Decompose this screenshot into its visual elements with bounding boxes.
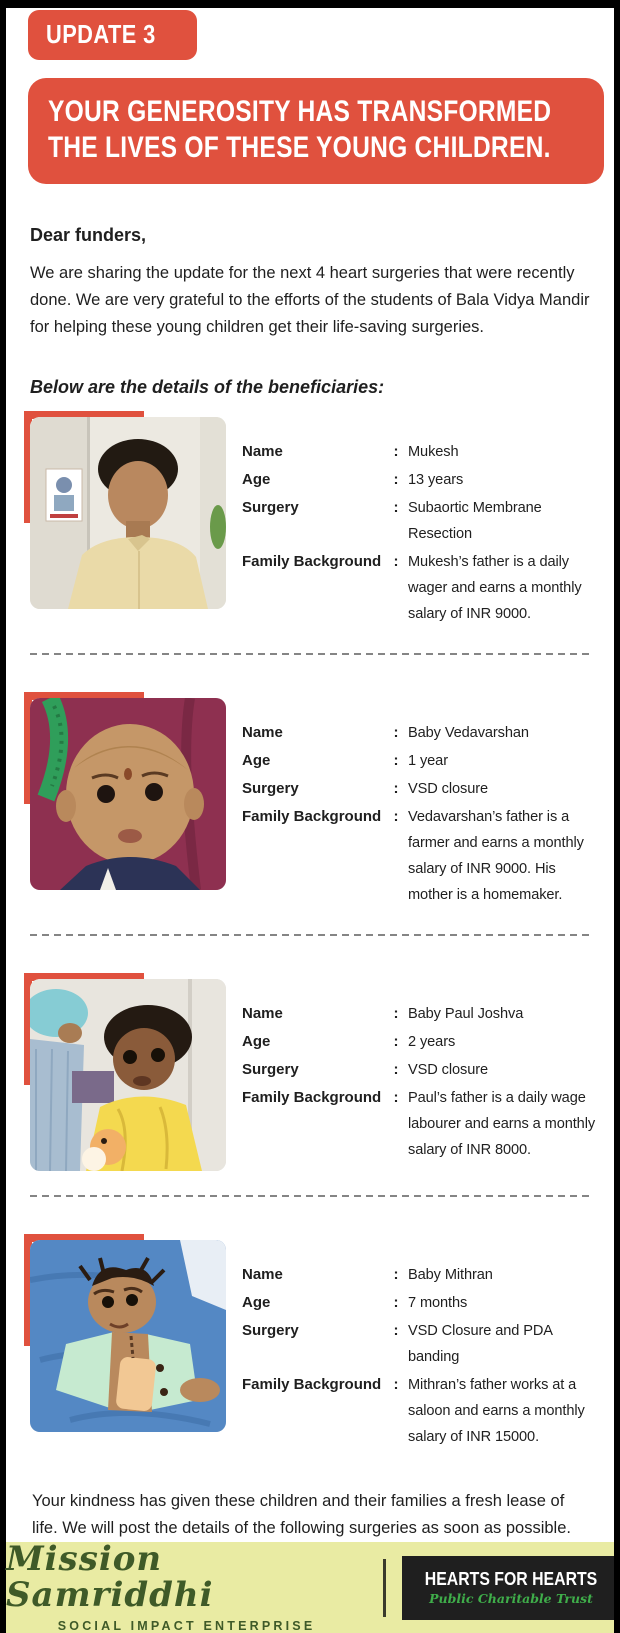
detail-colon: : [393, 780, 399, 797]
detail-value: Paul’s father is a daily wage labourer and earns a monthly salary of INR 8000. [408, 1090, 596, 1158]
closing-paragraph: Your kindness has given these children and their families a fresh lease of life. We will post the details of the following surgeries as soon as possible. [32, 1492, 571, 1537]
detail-colon: : [393, 752, 399, 769]
beneficiary-section-mithran [22, 1240, 598, 1452]
beneficiary-photo-mithran [30, 1240, 226, 1432]
detail-label: Name [242, 1005, 283, 1022]
detail-value: 13 years [408, 472, 464, 488]
mission-samriddhi-logo [6, 1539, 367, 1633]
detail-label: Family Background [242, 1376, 382, 1393]
detail-value: 2 years [408, 1034, 456, 1050]
beneficiaries-heading: Below are the details of the beneficiaries: [30, 377, 385, 397]
footer [6, 1539, 614, 1633]
detail-label: Name [242, 443, 283, 460]
beneficiary-section-vedavarshan [22, 698, 598, 910]
beneficiary-details [226, 1240, 598, 1452]
detail-value: Mukesh’s father is a daily wager and earns a monthly salary of INR 9000. [408, 554, 582, 622]
section-separator [30, 1195, 590, 1197]
detail-label: Surgery [242, 499, 299, 516]
content [6, 8, 614, 1542]
detail-row-surgery [242, 1318, 598, 1370]
detail-colon: : [393, 808, 399, 825]
headline-banner [28, 78, 604, 184]
photo-illustration-toddler [30, 979, 226, 1171]
hearts-for-hearts-logo [402, 1556, 614, 1620]
photo-accent-frame [30, 1240, 226, 1432]
headline-text: YOUR GENEROSITY HAS TRANSFORMED THE LIVES OF THESE YOUNG CHILDREN. [48, 95, 552, 164]
beneficiary-details [226, 979, 598, 1171]
detail-row-surgery [242, 495, 598, 547]
detail-row-family [242, 1085, 598, 1163]
photo-illustration-corridor [30, 417, 226, 609]
detail-colon: : [393, 471, 399, 488]
detail-value: Baby Vedavarshan [408, 725, 529, 741]
detail-row-age [242, 467, 598, 493]
detail-colon: : [393, 1005, 399, 1022]
detail-label: Surgery [242, 1061, 299, 1078]
detail-value: Vedavarshan’s father is a farmer and earns a monthly salary of INR 9000. His mother is a homemaker. [408, 809, 584, 903]
detail-row-surgery [242, 776, 598, 802]
beneficiary-section-mukesh [22, 417, 598, 629]
detail-colon: : [393, 1294, 399, 1311]
detail-colon: : [393, 1376, 399, 1393]
h4h-tagline: Public Charitable Trust [429, 1591, 593, 1607]
detail-label: Family Background [242, 808, 382, 825]
update-badge-label: UPDATE 3 [46, 19, 156, 49]
detail-row-surgery [242, 1057, 598, 1083]
detail-colon: : [393, 443, 399, 460]
detail-colon: : [393, 724, 399, 741]
detail-row-name [242, 439, 598, 465]
section-separator [30, 934, 590, 936]
detail-colon: : [393, 1322, 399, 1339]
detail-label: Age [242, 1033, 271, 1050]
detail-colon: : [393, 499, 399, 516]
detail-label: Surgery [242, 1322, 299, 1339]
detail-value: Baby Mithran [408, 1267, 493, 1283]
detail-value: Mukesh [408, 444, 459, 460]
detail-colon: : [393, 1033, 399, 1050]
photo-illustration-baby-portrait [30, 698, 226, 890]
detail-value: VSD closure [408, 781, 489, 797]
detail-colon: : [393, 1089, 399, 1106]
photo-illustration-baby-on-bed [30, 1240, 226, 1432]
detail-value: Baby Paul Joshva [408, 1006, 524, 1022]
detail-value: 7 months [408, 1295, 468, 1311]
photo-accent-frame [30, 417, 226, 609]
detail-label: Age [242, 471, 271, 488]
detail-row-name [242, 720, 598, 746]
detail-row-name [242, 1262, 598, 1288]
section-separator [30, 653, 590, 655]
beneficiary-photo-paul-joshva [30, 979, 226, 1171]
update-badge [28, 10, 197, 60]
detail-row-family [242, 549, 598, 627]
detail-value: Subaortic Membrane Resection [408, 500, 542, 542]
detail-row-age [242, 1029, 598, 1055]
h4h-wordmark: HEARTS FOR HEARTS [424, 1569, 598, 1590]
detail-value: Mithran’s father works at a saloon and earns a monthly salary of INR 15000. [408, 1377, 585, 1445]
detail-label: Family Background [242, 553, 382, 570]
detail-label: Age [242, 1294, 271, 1311]
logo-divider [383, 1559, 386, 1617]
mission-samriddhi-tagline: SOCIAL IMPACT ENTERPRISE [57, 1619, 316, 1633]
intro-paragraph: We are sharing the update for the next 4 heart surgeries that were recently done. We are very grateful to the efforts of the students of Bala Vidya Mandir for helping these young children get their life-saving surgeries. [30, 264, 590, 336]
detail-row-age [242, 748, 598, 774]
detail-colon: : [393, 1061, 399, 1078]
photo-accent-frame [30, 698, 226, 890]
detail-colon: : [393, 1266, 399, 1283]
beneficiary-photo-mukesh [30, 417, 226, 609]
detail-value: 1 year [408, 753, 448, 769]
detail-row-name [242, 1001, 598, 1027]
detail-row-family [242, 804, 598, 908]
detail-row-family [242, 1372, 598, 1450]
detail-label: Name [242, 1266, 283, 1283]
beneficiary-details [226, 698, 598, 910]
salutation: Dear funders, [30, 225, 147, 245]
beneficiary-photo-vedavarshan [30, 698, 226, 890]
detail-colon: : [393, 553, 399, 570]
detail-label: Age [242, 752, 271, 769]
h4h-text-block [413, 1569, 609, 1606]
mission-samriddhi-wordmark: Mission Samriddhi [6, 1539, 214, 1615]
beneficiary-section-paul-joshva [22, 979, 598, 1171]
detail-row-age [242, 1290, 598, 1316]
detail-label: Surgery [242, 780, 299, 797]
detail-label: Family Background [242, 1089, 382, 1106]
page [6, 8, 614, 1633]
detail-value: VSD closure [408, 1062, 489, 1078]
detail-label: Name [242, 724, 283, 741]
photo-accent-frame [30, 979, 226, 1171]
beneficiary-details [226, 417, 598, 629]
detail-value: VSD Closure and PDA banding [408, 1323, 553, 1365]
